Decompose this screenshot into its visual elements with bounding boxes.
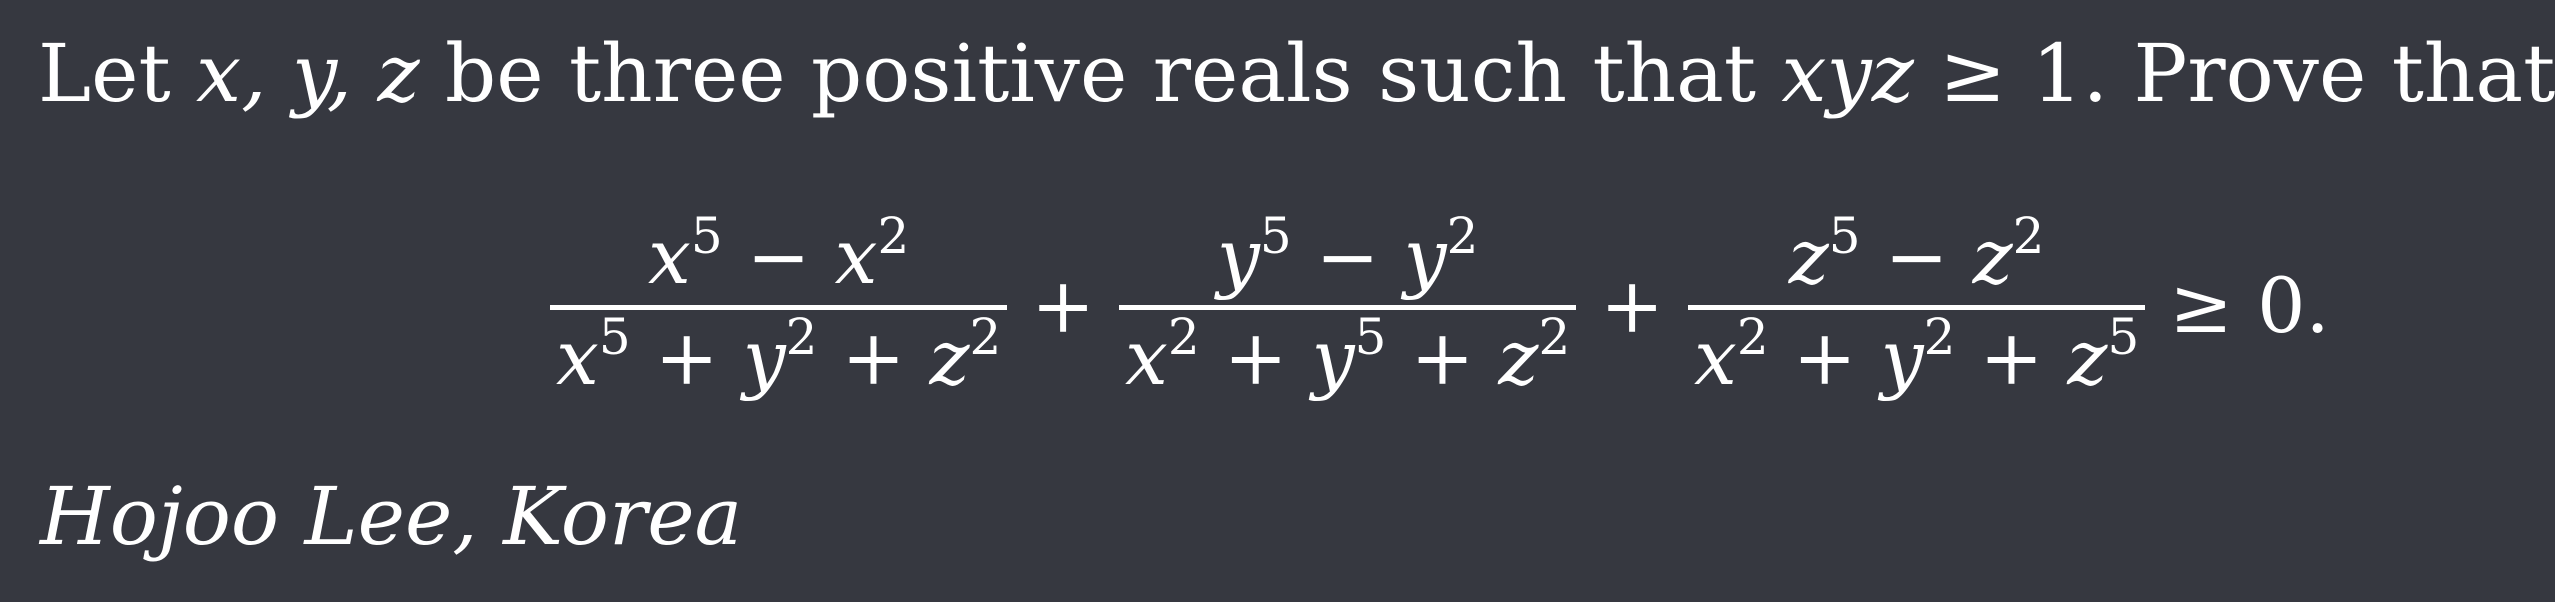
operator: −	[722, 211, 835, 301]
condition-rest: ≥ 1. Prove that	[1913, 27, 2555, 120]
author-credit: Hojoo Lee, Korea	[40, 470, 743, 563]
exponent: 2	[2012, 206, 2045, 265]
term: z	[1788, 211, 1829, 301]
term: y	[1403, 211, 1447, 301]
exponent: 2	[1538, 307, 1571, 366]
intro-text: Let	[38, 27, 197, 120]
term: z	[1972, 211, 2013, 301]
operator: +	[817, 312, 930, 402]
middle-text: be three positive reals such that	[419, 27, 1782, 120]
exponent: 2	[969, 307, 1002, 366]
exponent: 2	[1446, 206, 1479, 265]
operator: −	[1291, 211, 1404, 301]
problem-statement	[38, 28, 2555, 120]
variables: x, y, z	[196, 27, 420, 120]
fraction-3-denominator	[1688, 307, 2145, 406]
exponent: 2	[1736, 307, 1769, 366]
operator: +	[630, 312, 743, 402]
exponent: 5	[1259, 206, 1292, 265]
fraction-1-numerator	[642, 206, 915, 305]
operator: +	[1768, 312, 1881, 402]
term: x	[1693, 312, 1737, 402]
term: y	[742, 312, 786, 402]
exponent: 2	[785, 307, 818, 366]
inequality	[536, 192, 2340, 422]
fraction-3-numerator	[1783, 206, 2051, 305]
fraction-2-numerator	[1211, 206, 1485, 305]
exponent: 5	[598, 307, 631, 366]
fraction-1-denominator	[550, 307, 1007, 406]
operator: −	[1860, 211, 1973, 301]
exponent: 2	[877, 206, 910, 265]
fraction-2-denominator	[1119, 307, 1576, 406]
term: y	[1216, 211, 1260, 301]
condition-expression: xyz	[1781, 27, 1914, 120]
term: x	[647, 211, 691, 301]
term: z	[1498, 312, 1539, 402]
plus-sign-1: +	[1031, 260, 1095, 350]
exponent: 2	[1923, 307, 1956, 366]
exponent: 5	[2107, 307, 2140, 366]
operator: +	[1199, 312, 1312, 402]
relation: ≥ 0.	[2169, 260, 2330, 350]
term: x	[556, 312, 599, 402]
exponent: 5	[690, 206, 723, 265]
term: x	[834, 211, 878, 301]
term: z	[929, 312, 970, 402]
exponent: 2	[1167, 307, 1200, 366]
fraction-3	[1688, 206, 2145, 406]
term: x	[1124, 312, 1168, 402]
exponent: 5	[1828, 206, 1861, 265]
fraction-2	[1119, 206, 1576, 406]
fraction-1	[550, 206, 1007, 406]
operator: +	[1386, 312, 1499, 402]
operator: +	[1955, 312, 2068, 402]
term: y	[1880, 312, 1924, 402]
term: z	[2067, 312, 2108, 402]
plus-sign-2: +	[1600, 260, 1664, 350]
term: y	[1311, 312, 1355, 402]
exponent: 5	[1354, 307, 1387, 366]
